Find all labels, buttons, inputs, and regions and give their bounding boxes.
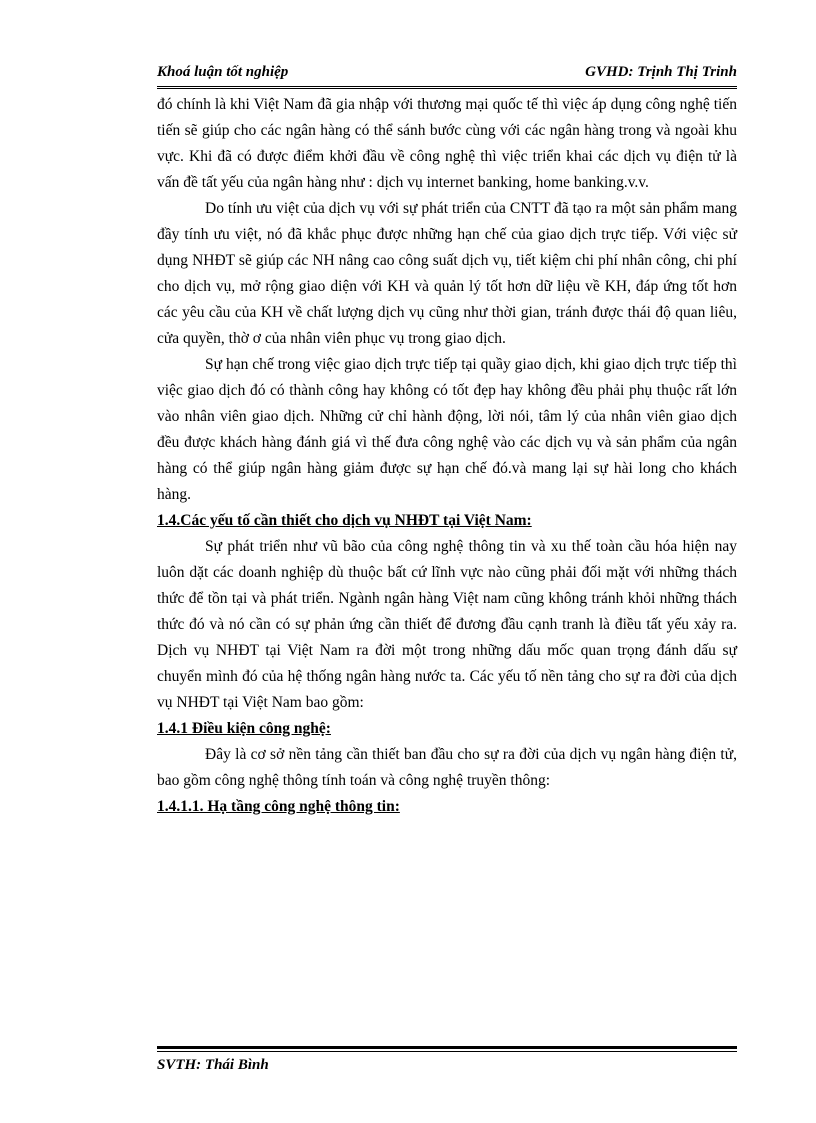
page-body <box>157 92 737 820</box>
section-heading-1-4-1-1: 1.4.1.1. Hạ tầng công nghệ thông tin: <box>157 798 400 815</box>
page-header <box>157 64 737 89</box>
paragraph-5: Đây là cơ sở nền tảng cần thiết ban đầu cho sự ra đời của dịch vụ ngân hàng điện tử, bao gồm công nghệ thông tính toán và công nghệ truyền thông: <box>157 746 737 789</box>
header-supervisor: GVHD: Trịnh Thị Trinh <box>585 64 737 80</box>
header-thesis-title: Khoá luận tốt nghiệp <box>157 64 289 80</box>
paragraph-1: đó chính là khi Việt Nam đã gia nhập với thương mại quốc tế thì việc áp dụng công nghệ tiến tiến sẽ giúp cho các ngân hàng có thể sánh bước cùng với các ngân hàng trong và ngoài khu vực. Khi đã có được điểm khởi đầu về công nghệ thì việc triển khai các dịch vụ điện tử là vấn đề tất yếu của ngân hàng như : dịch vụ internet banking, home banking.v.v. <box>157 96 737 191</box>
paragraph-4: Sự phát triển như vũ bão của công nghệ thông tin và xu thế toàn cầu hóa hiện nay luôn dặt các doanh nghiệp dù thuộc bất cứ lĩnh vực nào cũng phải đối mặt với những thách thức để tồn tại và phát triển. Ngành ngân hàng Việt nam cũng không tránh khỏi những thách thức đó và nó cần có sự phản ứng cần thiết để đương đầu cạnh tranh là điều tất yếu xảy ra. Dịch vụ NHĐT tại Việt Nam ra đời một trong những dấu mốc quan trọng đánh dấu sự chuyển mình đó của hệ thống ngân hàng nước ta. Các yếu tố nền tảng cho sự ra đời của dịch vụ NHĐT tại Việt Nam bao gồm: <box>157 538 737 711</box>
section-heading-1-4: 1.4.Các yếu tố cần thiết cho dịch vụ NHĐT tại Việt Nam: <box>157 512 532 529</box>
section-heading-1-4-1: 1.4.1 Điều kiện công nghệ: <box>157 720 331 737</box>
page-footer: SVTH: Thái Bình <box>157 1057 269 1073</box>
paragraph-2: Do tính ưu việt của dịch vụ với sự phát triển của CNTT đã tạo ra một sản phẩm mang đầy tính ưu việt, nó đã khắc phục được những hạn chế của giao dịch trực tiếp. Với việc sử dụng NHĐT sẽ giúp các NH nâng cao công suất dịch vụ, tiết kiệm chi phí nhân công, chi phí cho dịch vụ, mở rộng giao diện với KH và quản lý tốt hơn dữ liệu về KH, đáp ứng tốt hơn các yêu cầu của KH về chất lượng dịch vụ cũng như thời gian, tránh được thái độ quan liêu, cửa quyền, thờ ơ của nhân viên phục vụ trong giao dịch. <box>157 200 737 347</box>
footer-rule <box>157 1046 737 1052</box>
paragraph-3: Sự hạn chế trong việc giao dịch trực tiếp tại quầy giao dịch, khi giao dịch trực tiếp thì việc giao dịch đó có thành công hay không có tốt đẹp hay không đều phải phụ thuộc rất lớn vào nhân viên giao dịch. Những cử chỉ hành động, lời nói, tâm lý của nhân viên giao dịch đều được khách hàng đánh giá vì thế đưa công nghệ vào các dịch vụ và sản phẩm của ngân hàng có thể giúp ngân hàng giảm được sự hạn chế đó.và mang lại sự hài long cho khách hàng. <box>157 356 737 503</box>
